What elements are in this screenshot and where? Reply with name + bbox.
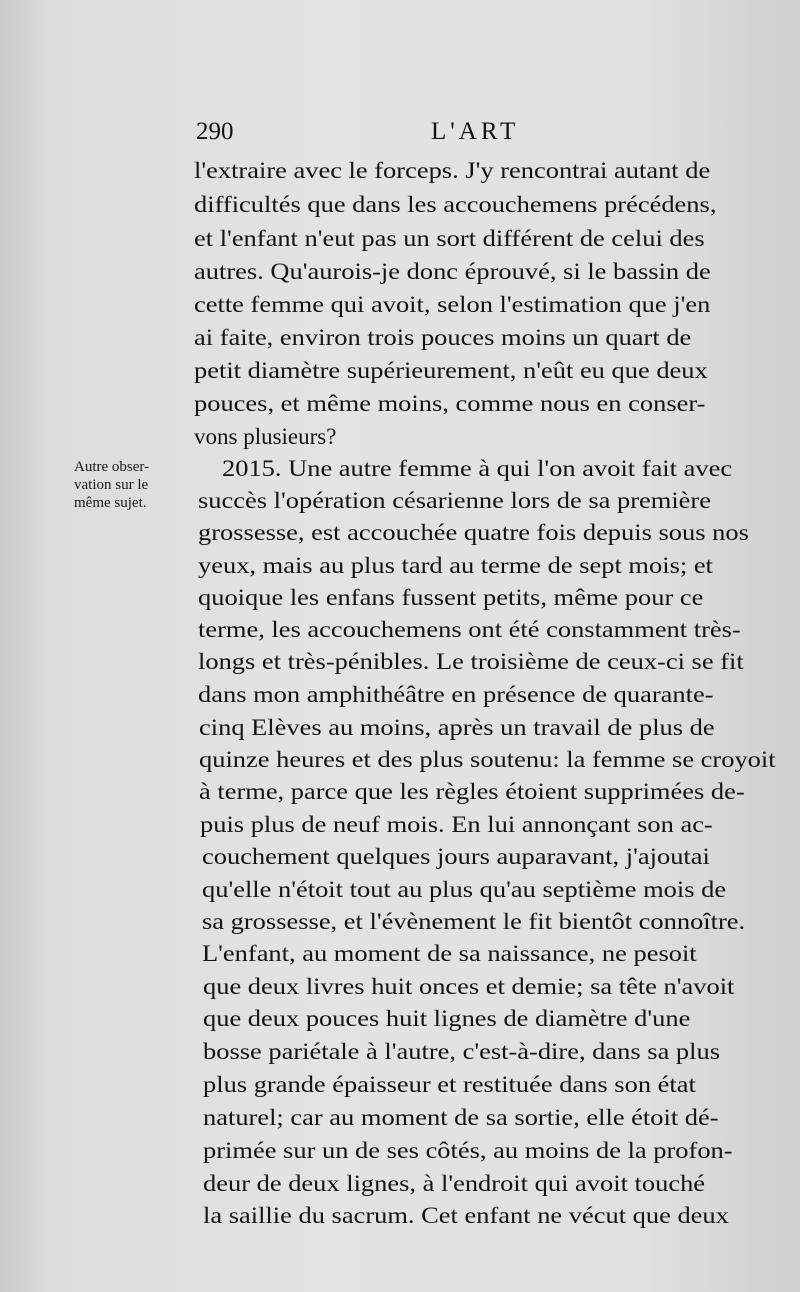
text-line: vons plusieurs? xyxy=(194,424,337,449)
running-head: L'ART xyxy=(431,118,520,145)
text-line: couchement quelques jours auparavant, j'ajoutai xyxy=(202,844,710,869)
text-line: L'enfant, au moment de sa naissance, ne pesoit xyxy=(202,941,697,966)
text-line: pouces, et même moins, comme nous en conser- xyxy=(194,391,706,416)
text-line: quoique les enfans fussent petits, même pour ce xyxy=(198,585,704,610)
text-line: l'extraire avec le forceps. J'y rencontrai autant de xyxy=(194,158,711,183)
page-number: 290 xyxy=(196,118,234,145)
text-line: yeux, mais au plus tard au terme de sept mois; et xyxy=(198,553,713,578)
text-line: grossesse, est accouchée quatre fois depuis sous nos xyxy=(198,520,749,545)
margin-note-line: vation sur le xyxy=(74,477,149,493)
text-line: petit diamètre supérieurement, n'eût eu que deux xyxy=(194,358,708,383)
text-line: primée sur un de ses côtés, au moins de la profon- xyxy=(203,1138,733,1163)
text-line: que deux pouces huit lignes de diamètre d'une xyxy=(203,1006,691,1031)
text-line: qu'elle n'étoit tout au plus qu'au septième mois de xyxy=(202,877,727,902)
text-line: difficultés que dans les accouchemens précédens, xyxy=(194,192,717,217)
text-line: deur de deux lignes, à l'endroit qui avoit touché xyxy=(203,1171,706,1196)
text-line: à terme, parce que les règles étoient supprimées de- xyxy=(199,779,745,804)
margin-note-line: Autre obser- xyxy=(74,459,150,475)
text-line: quinze heures et des plus soutenu: la femme se croyoit xyxy=(199,747,776,772)
text-line: 2015. Une autre femme à qui l'on avoit fait avec xyxy=(222,456,733,481)
text-line: sa grossesse, et l'évènement le fit bientôt connoître. xyxy=(202,909,746,934)
text-line: la saillie du sacrum. Cet enfant ne vécut que deux xyxy=(203,1203,729,1228)
text-line: longs et très-pénibles. Le troisième de ceux-ci se fit xyxy=(198,649,744,674)
page-header xyxy=(196,118,596,154)
text-line: cinq Elèves au moins, après un travail de plus de xyxy=(199,715,715,740)
text-line: autres. Qu'aurois-je donc éprouvé, si le bassin de xyxy=(194,259,711,284)
text-line: bosse pariétale à l'autre, c'est-à-dire, dans sa plus xyxy=(203,1039,721,1064)
text-line: puis plus de neuf mois. En lui annonçant son ac- xyxy=(200,812,713,837)
text-line: dans mon amphithéâtre en présence de quarante- xyxy=(198,682,714,707)
text-line: naturel; car au moment de sa sortie, elle étoit dé- xyxy=(203,1105,719,1130)
text-line: cette femme qui avoit, selon l'estimation que j'en xyxy=(194,292,711,317)
margin-note xyxy=(74,458,199,512)
text-line: ai faite, environ trois pouces moins un quart de xyxy=(194,325,692,350)
margin-note-line: même sujet. xyxy=(74,495,147,511)
text-line: et l'enfant n'eut pas un sort différent de celui des xyxy=(194,226,705,251)
text-line: terme, les accouchemens ont été constamment très- xyxy=(198,617,741,642)
text-line: que deux livres huit onces et demie; sa tête n'avoit xyxy=(203,974,735,999)
text-line: plus grande épaisseur et restituée dans son état xyxy=(203,1072,696,1097)
text-line: succès l'opération césarienne lors de sa première xyxy=(198,488,711,513)
